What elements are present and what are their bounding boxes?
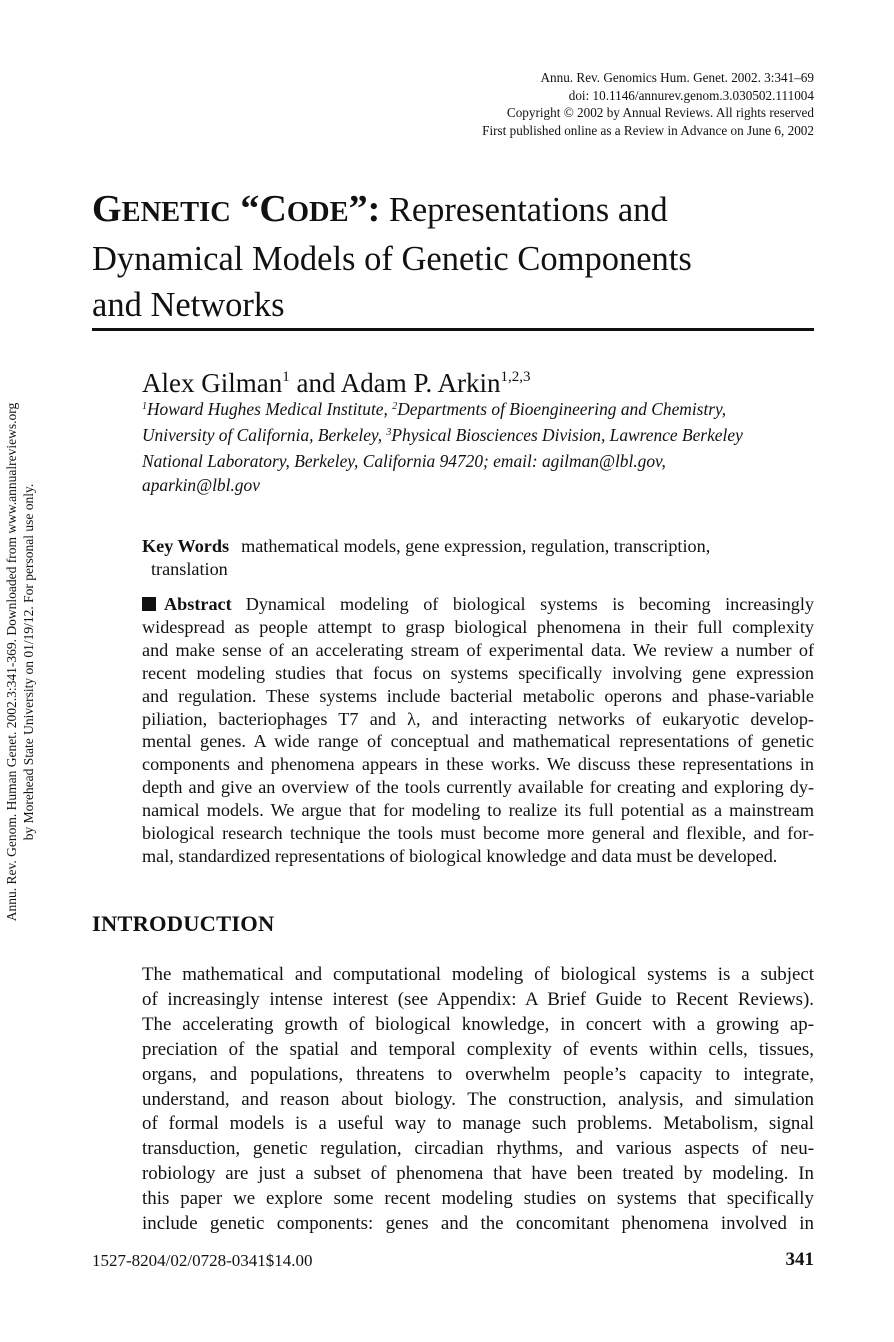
- abstract-line: components and phenomena appears in these works. We discuss these representations in: [142, 754, 814, 775]
- abstract-line: widespread as people attempt to grasp biological phenomena in their full complexity: [142, 616, 814, 637]
- abstract-line: mal, standardized representations of biological knowledge and data must be developed.: [142, 845, 778, 866]
- intro-line: include genetic components: genes and the concomitant phenomena involved in: [142, 1213, 814, 1235]
- title-rule: [92, 328, 814, 331]
- keywords-text-1: mathematical models, gene expression, regulation, transcription,: [241, 536, 711, 556]
- intro-line: The accelerating growth of biological knowledge, in concert with a growing ap-: [142, 1013, 814, 1035]
- title-smallcaps-enetic: ENETIC: [121, 197, 231, 228]
- copyright-line: Copyright © 2002 by Annual Reviews. All rights reserved: [506, 105, 814, 120]
- section-heading: INTRODUCTION: [92, 911, 275, 936]
- abstract-line: and regulation. These systems include bacterial metabolic operons and phase-variable: [142, 685, 814, 706]
- download-notice-line-2: by Morehead State University on 01/19/12. For personal use only.: [21, 483, 36, 841]
- affil-line-4: aparkin@lbl.gov: [142, 474, 260, 495]
- affil-line-3: National Laboratory, Berkeley, California 94720; email: agilman@lbl.gov,: [142, 451, 666, 472]
- title-line-3: and Networks: [92, 286, 285, 324]
- affil-text-2: Departments of Bioengineering and Chemistry,: [397, 399, 727, 419]
- author-2: and Adam P. Arkin: [289, 368, 501, 398]
- issn-code: 1527-8204/02/0728-0341$14.00: [92, 1251, 313, 1270]
- title-line-2: Dynamical Models of Genetic Components: [92, 240, 692, 278]
- author-1-affil-sup: 1: [282, 369, 290, 385]
- abstract-square-icon: [142, 597, 156, 611]
- keywords-line-1: [142, 535, 814, 558]
- abstract-label: Abstract: [164, 594, 232, 614]
- abstract: [142, 593, 814, 868]
- intro-line: organs, and populations, threatens to overwhelm people’s capacity to integrate,: [142, 1063, 814, 1085]
- intro-line: transduction, genetic regulation, circadian rhythms, and various aspects of neu-: [142, 1138, 814, 1160]
- affiliations: [142, 398, 814, 497]
- doi-line: doi: 10.1146/annurev.genom.3.030502.111004: [568, 87, 814, 103]
- affil-sup-2: 2: [392, 401, 398, 412]
- abstract-line: and make sense of an accelerating stream of experimental data. We review a number of: [142, 639, 814, 660]
- article-title: [92, 186, 814, 328]
- affil-sup-1: 1: [142, 401, 147, 412]
- affil-text-1: Howard Hughes Medical Institute,: [147, 399, 393, 419]
- author-1: Alex Gilman: [142, 368, 283, 398]
- intro-line: The mathematical and computational modeling of biological systems is a subject: [142, 964, 814, 985]
- abstract-line: piliation, bacteriophages T7 and λ, and interacting networks of eukaryotic develop-: [142, 708, 814, 729]
- title-open-quote: “: [230, 188, 260, 230]
- journal-header: [482, 69, 814, 139]
- abstract-line: [142, 593, 814, 616]
- keywords-line-2: translation: [151, 559, 228, 579]
- intro-line: understand, and reason about biology. The construction, analysis, and simulation: [142, 1088, 814, 1110]
- affil-sup-3: 3: [386, 427, 392, 439]
- title-close-quote: ”:: [348, 188, 381, 230]
- intro-line: preciation of the spatial and temporal complexity of events within cells, tissues,: [142, 1038, 814, 1060]
- affil-text-4: Physical Biosciences Division, Lawrence Berkeley: [391, 425, 743, 446]
- title-cap-g: G: [92, 188, 122, 230]
- abstract-line: mental genes. A wide range of conceptual and mathematical representations of genetic: [142, 731, 814, 752]
- affil-line-2: [142, 424, 814, 450]
- abstract-line: namical models. We argue that for modeling to realize its full potential as a mainstream: [142, 800, 814, 821]
- published-line: First published online as a Review in Advance on June 6, 2002: [482, 122, 814, 138]
- intro-line: of increasingly intense interest (see Appendix: A Brief Guide to Recent Reviews).: [142, 988, 814, 1010]
- intro-line: of formal models is a useful way to manage such problems. Metabolism, signal: [142, 1113, 814, 1135]
- title-line-1: [92, 186, 814, 236]
- affil-line-1: [142, 398, 814, 424]
- title-cap-c: C: [259, 188, 287, 230]
- abstract-line: recent modeling studies that focus on systems specifically involving gene expression: [142, 662, 814, 683]
- keywords-label: Key Words: [142, 536, 230, 556]
- abstract-first-text: Dynamical modeling of biological systems is becoming increasingly: [245, 594, 814, 614]
- title-rest: Representations and: [380, 191, 668, 229]
- intro-line: this paper we explore some recent modeling studies on systems that specifically: [142, 1188, 814, 1210]
- intro-line: robiology are just a subset of phenomena that have been treated by modeling. In: [142, 1163, 814, 1185]
- title-smallcaps-ode: ODE: [286, 197, 349, 228]
- affil-text-3: University of California, Berkeley,: [142, 425, 387, 446]
- download-notice-line-1: Annu. Rev. Genom. Human Genet. 2002.3:341-369. Downloaded from www.annualreviews.org: [4, 402, 19, 922]
- citation-line: Annu. Rev. Genomics Hum. Genet. 2002. 3:341–69: [540, 70, 814, 85]
- abstract-line: biological research technique the tools must become more general and flexible, and for-: [142, 823, 814, 844]
- keywords: [142, 535, 814, 581]
- page-number: 341: [785, 1249, 814, 1270]
- abstract-line: depth and give an overview of the tools currently available for creating and exploring dy-: [142, 777, 814, 798]
- author-2-affil-sup: 1,2,3: [500, 369, 531, 385]
- download-notice: [3, 332, 37, 992]
- introduction-body: [142, 963, 814, 1237]
